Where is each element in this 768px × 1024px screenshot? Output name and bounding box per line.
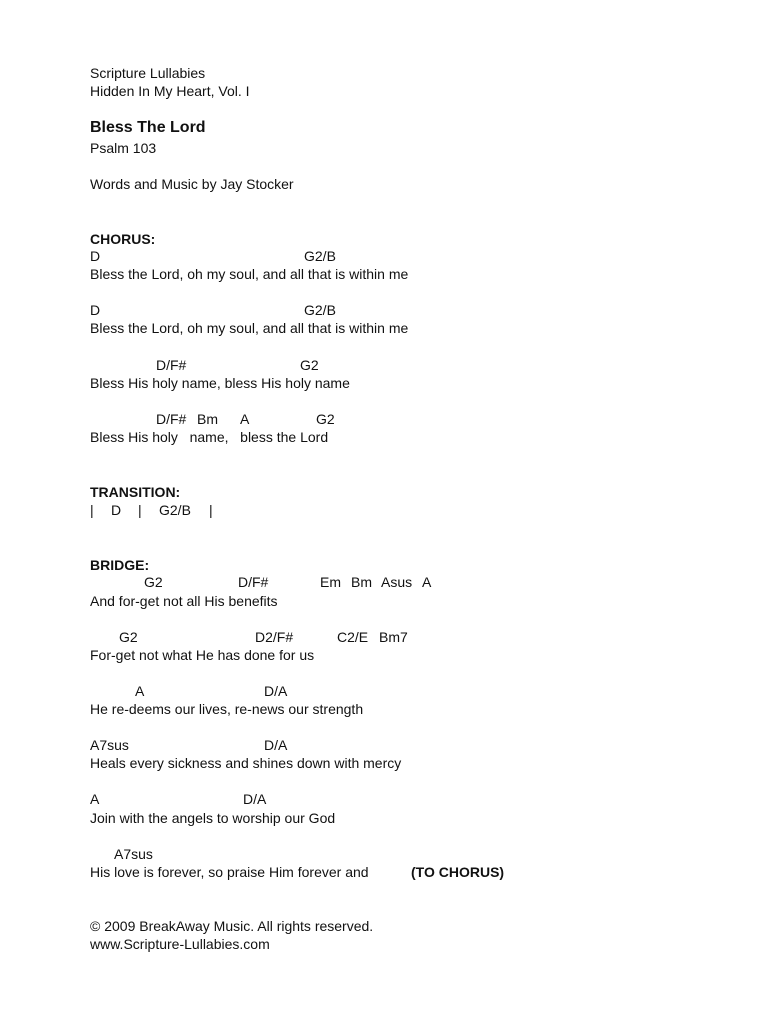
chord: D xyxy=(90,248,101,264)
bar-line: | xyxy=(90,502,94,518)
chord: G2 xyxy=(316,411,335,427)
copyright-notice: © 2009 BreakAway Music. All rights reserved. xyxy=(90,918,374,934)
chord: Em xyxy=(320,574,341,590)
song-title: Bless The Lord xyxy=(90,119,206,136)
chord: D/A xyxy=(264,737,288,753)
website-text: www.Scripture-Lullabies.com xyxy=(90,936,270,952)
chord: A xyxy=(422,574,432,590)
lyric-line: Bless the Lord, oh my soul, and all that is within me xyxy=(90,320,409,336)
chord: D2/F# xyxy=(255,629,294,645)
chord: Bm xyxy=(351,574,372,590)
transition-label: TRANSITION: xyxy=(90,484,181,500)
chord: D/F# xyxy=(238,574,269,590)
to-chorus-cue: (TO CHORUS) xyxy=(411,864,505,880)
lyric-line: His love is forever, so praise Him forever and xyxy=(90,864,369,880)
lyric-line: Bless the Lord, oh my soul, and all that is within me xyxy=(90,266,409,282)
chord: A xyxy=(90,791,100,807)
chord: D/A xyxy=(264,683,288,699)
scripture-reference: Psalm 103 xyxy=(90,140,157,156)
chord: D/F# xyxy=(156,357,187,373)
lyric-line: Bless His holy name, bless the Lord xyxy=(90,429,329,445)
chord: G2 xyxy=(119,629,138,645)
lyric-line: Bless His holy name, bless His holy name xyxy=(90,375,350,391)
lyric-line: Join with the angels to worship our God xyxy=(90,810,336,826)
chord: A7sus xyxy=(114,846,153,862)
chord: D/A xyxy=(243,791,267,807)
bar-line: | xyxy=(138,502,142,518)
chord: Bm xyxy=(197,411,218,427)
song-credits: Words and Music by Jay Stocker xyxy=(90,176,294,192)
chord: C2/E xyxy=(337,629,369,645)
chord: G2/B xyxy=(304,302,336,318)
chord: D xyxy=(90,302,101,318)
chord: D/F# xyxy=(156,411,187,427)
chord: G2 xyxy=(144,574,163,590)
lyric-line: For-get not what He has done for us xyxy=(90,647,315,663)
lyric-line: Heals every sickness and shines down with mercy xyxy=(90,755,402,771)
bar-line: | xyxy=(209,502,213,518)
chorus-label: CHORUS: xyxy=(90,231,156,247)
lyric-line: He re-deems our lives, re-news our strength xyxy=(90,701,364,717)
album-name: Hidden In My Heart, Vol. I xyxy=(90,83,250,99)
chord: Asus xyxy=(381,574,413,590)
series-name: Scripture Lullabies xyxy=(90,65,206,81)
lyric-line: And for-get not all His benefits xyxy=(90,593,278,609)
chord: G2/B xyxy=(159,502,191,518)
chord: G2/B xyxy=(304,248,336,264)
bridge-label: BRIDGE: xyxy=(90,557,150,573)
chord: A xyxy=(135,683,145,699)
chord: A7sus xyxy=(90,737,129,753)
chord: G2 xyxy=(300,357,319,373)
chord: Bm7 xyxy=(379,629,408,645)
chord: D xyxy=(111,502,122,518)
chord: A xyxy=(240,411,250,427)
